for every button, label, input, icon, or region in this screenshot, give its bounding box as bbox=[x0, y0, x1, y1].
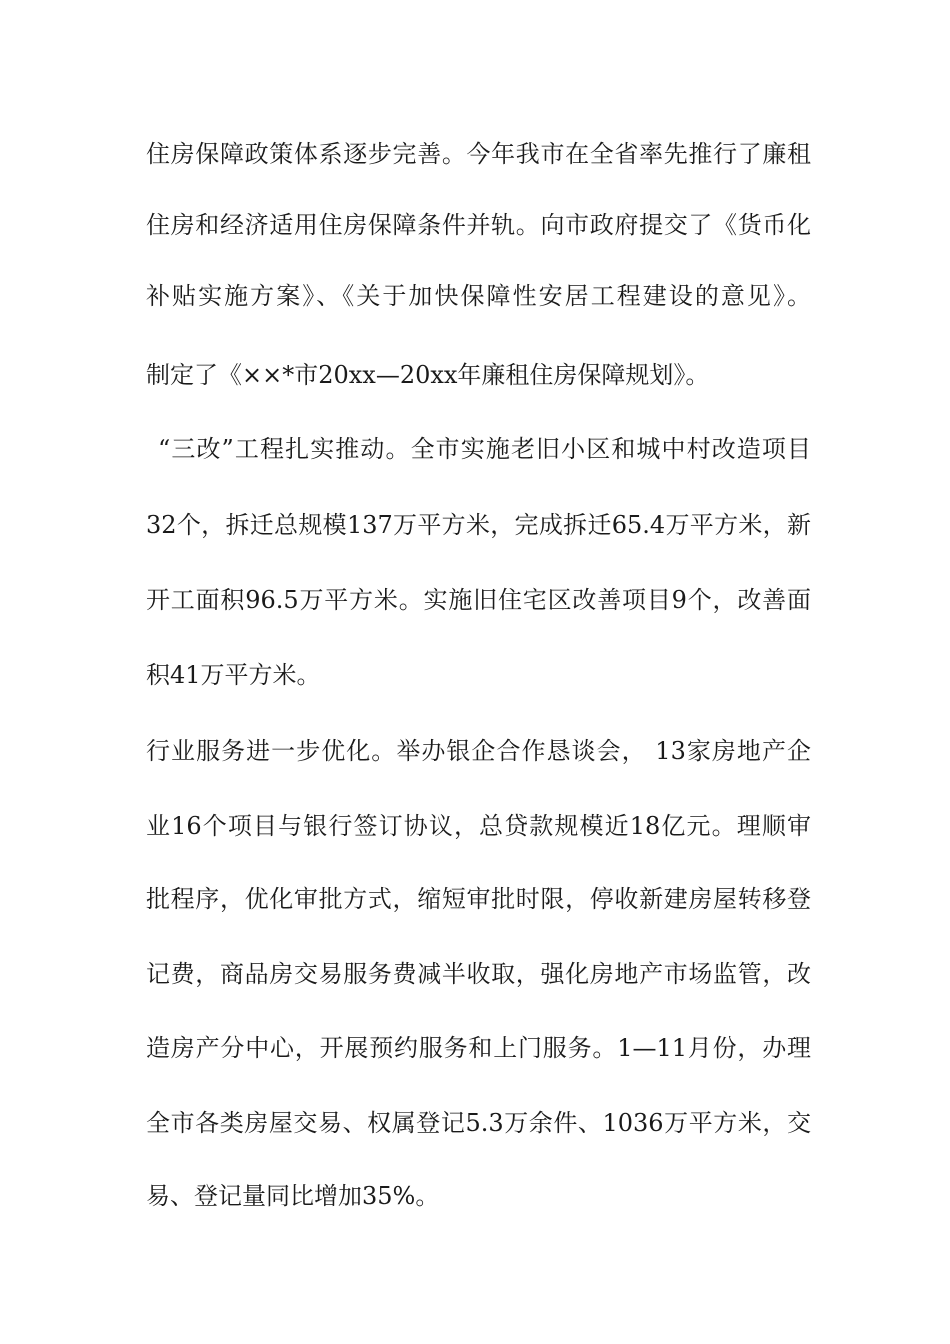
text-line: 补贴实施方案》、《关于加快保障性安居工程建设的意见》。 bbox=[146, 282, 811, 310]
text-line: 批程序，优化审批方式，缩短审批时限，停收新建房屋转移登 bbox=[146, 885, 811, 913]
text-line: 住房保障政策体系逐步完善。今年我市在全省率先推行了廉租 bbox=[146, 140, 811, 168]
text-line: 行业服务进一步优化。举办银企合作恳谈会， 13家房地产企 bbox=[146, 737, 811, 765]
text-line: 32个，拆迁总规模137万平方米，完成拆迁65.4万平方米，新 bbox=[146, 511, 811, 539]
text-line: 易、登记量同比增加35%。 bbox=[146, 1182, 440, 1210]
text-line: 业16个项目与银行签订协议，总贷款规模近18亿元。理顺审 bbox=[146, 812, 811, 840]
text-line: 制定了《××*市20xx—20xx年廉租住房保障规划》。 bbox=[146, 361, 710, 389]
text-line: 住房和经济适用住房保障条件并轨。向市政府提交了《货币化 bbox=[146, 211, 811, 239]
text-line: 造房产分中心，开展预约服务和上门服务。1—11月份，办理 bbox=[146, 1034, 811, 1062]
text-line: 全市各类房屋交易、权属登记5.3万余件、1036万平方米，交 bbox=[146, 1109, 811, 1137]
text-line: “三改”工程扎实推动。全市实施老旧小区和城中村改造项目 bbox=[158, 435, 811, 463]
text-line: 积41万平方米。 bbox=[146, 661, 321, 689]
text-line: 记费，商品房交易服务费减半收取，强化房地产市场监管，改 bbox=[146, 960, 811, 988]
text-line: 开工面积96.5万平方米。实施旧住宅区改善项目9个，改善面 bbox=[146, 586, 811, 614]
